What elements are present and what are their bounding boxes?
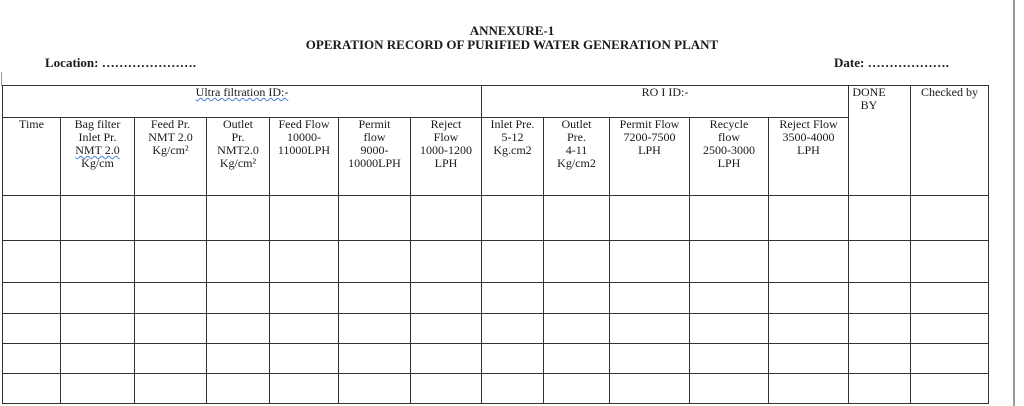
table-cell[interactable] bbox=[610, 314, 690, 344]
table-cell[interactable] bbox=[135, 314, 207, 344]
document-title: OPERATION RECORD OF PURIFIED WATER GENERATION PLANT bbox=[305, 37, 719, 52]
table-cell[interactable] bbox=[61, 283, 135, 314]
table-cell[interactable] bbox=[411, 374, 482, 404]
col-header-time bbox=[3, 118, 61, 196]
header-line: LPH bbox=[797, 143, 820, 157]
header-line: 4-11 bbox=[565, 143, 588, 157]
table-cell[interactable] bbox=[482, 314, 544, 344]
table-cell[interactable] bbox=[690, 283, 769, 314]
header-line: 11000LPH bbox=[277, 143, 331, 157]
table-cell[interactable] bbox=[690, 196, 769, 241]
table-cell[interactable] bbox=[849, 374, 911, 404]
page-edge bbox=[1013, 0, 1015, 406]
header-line: NMT2.0 bbox=[217, 143, 259, 157]
header-line: 2500-3000 bbox=[703, 143, 755, 157]
table-row bbox=[3, 344, 989, 374]
table-cell[interactable] bbox=[270, 241, 339, 283]
table-cell[interactable] bbox=[610, 241, 690, 283]
page-margin-marker bbox=[1, 72, 2, 86]
table-cell[interactable] bbox=[339, 241, 411, 283]
header-line: 9000- bbox=[360, 143, 389, 157]
table-cell[interactable] bbox=[207, 283, 270, 314]
table-cell[interactable] bbox=[207, 196, 270, 241]
table-row bbox=[3, 283, 989, 314]
table-cell[interactable] bbox=[544, 374, 610, 404]
table-cell[interactable] bbox=[3, 196, 61, 241]
col-header-outlet-pre bbox=[544, 118, 610, 196]
table-cell[interactable] bbox=[482, 374, 544, 404]
table-cell[interactable] bbox=[3, 374, 61, 404]
table-cell[interactable] bbox=[61, 374, 135, 404]
table-row bbox=[3, 374, 989, 404]
table-cell[interactable] bbox=[411, 283, 482, 314]
table-cell[interactable] bbox=[849, 241, 911, 283]
table-cell[interactable] bbox=[207, 344, 270, 374]
location-field[interactable]: Location: …………………. bbox=[45, 55, 196, 70]
col-header-feed-pr bbox=[135, 118, 207, 196]
header-line: Outlet bbox=[223, 117, 253, 131]
ro-id-label: RO I ID:- bbox=[641, 85, 689, 99]
header-line: Flow bbox=[433, 130, 459, 144]
table-cell[interactable] bbox=[3, 283, 61, 314]
header-line: Permit Flow bbox=[619, 117, 680, 131]
table-cell[interactable] bbox=[911, 374, 989, 404]
header-line: 1000-1200 bbox=[420, 143, 472, 157]
operation-record-table bbox=[2, 85, 989, 404]
table-cell[interactable] bbox=[690, 344, 769, 374]
header-line: Permit bbox=[358, 117, 391, 131]
table-cell[interactable] bbox=[769, 241, 849, 283]
done-by-label: DONE BY bbox=[852, 85, 886, 112]
checked-by-label: Checked by bbox=[921, 85, 978, 99]
table-cell[interactable] bbox=[3, 344, 61, 374]
header-line: Feed Flow bbox=[278, 117, 330, 131]
col-header-recycle-flow bbox=[690, 118, 769, 196]
table-cell[interactable] bbox=[482, 196, 544, 241]
table-cell[interactable] bbox=[135, 374, 207, 404]
col-header-bag-filter-inlet-pr bbox=[61, 118, 135, 196]
table-cell[interactable] bbox=[135, 344, 207, 374]
table-cell[interactable] bbox=[207, 314, 270, 344]
header-line: Pre. bbox=[567, 130, 586, 144]
header-line: Reject Flow bbox=[779, 117, 838, 131]
date-field[interactable]: Date: ………………. bbox=[834, 55, 949, 70]
header-line: flow bbox=[363, 130, 386, 144]
header-line: 7200-7500 bbox=[623, 130, 676, 144]
table-cell[interactable] bbox=[207, 374, 270, 404]
table-cell[interactable] bbox=[339, 314, 411, 344]
table-cell[interactable] bbox=[135, 241, 207, 283]
header-line: LPH bbox=[717, 156, 741, 170]
table-cell[interactable] bbox=[769, 283, 849, 314]
table-row bbox=[3, 196, 989, 241]
annexure-heading: ANNEXURE-1 bbox=[469, 23, 555, 38]
header-line: Kg/cm2 bbox=[557, 156, 596, 170]
table-cell[interactable] bbox=[339, 283, 411, 314]
table-cell[interactable] bbox=[911, 344, 989, 374]
col-header-permit-flow-uf bbox=[339, 118, 411, 196]
header-line: Kg.cm2 bbox=[493, 143, 532, 157]
table-cell[interactable] bbox=[610, 344, 690, 374]
header-line: Reject bbox=[430, 117, 462, 131]
table-cell[interactable] bbox=[911, 241, 989, 283]
table-cell[interactable] bbox=[849, 283, 911, 314]
ro-id-cell[interactable] bbox=[482, 86, 849, 118]
table-cell[interactable] bbox=[339, 374, 411, 404]
table-cell[interactable] bbox=[135, 196, 207, 241]
table-cell[interactable] bbox=[769, 314, 849, 344]
table-cell[interactable] bbox=[61, 241, 135, 283]
header-line: Time bbox=[19, 117, 44, 131]
table-cell[interactable] bbox=[61, 344, 135, 374]
table-cell[interactable] bbox=[270, 314, 339, 344]
table-cell[interactable] bbox=[544, 344, 610, 374]
table-cell[interactable] bbox=[911, 196, 989, 241]
header-line: Kg/cm² bbox=[219, 156, 257, 170]
table-cell[interactable] bbox=[482, 241, 544, 283]
table-cell[interactable] bbox=[411, 196, 482, 241]
header-line: 10000- bbox=[287, 130, 321, 144]
table-cell[interactable] bbox=[270, 196, 339, 241]
header-line: Inlet Pre. bbox=[490, 117, 535, 131]
table-cell[interactable] bbox=[544, 196, 610, 241]
col-header-reject-flow-uf bbox=[411, 118, 482, 196]
header-line: Outlet bbox=[561, 117, 592, 131]
table-cell[interactable] bbox=[482, 344, 544, 374]
table-cell[interactable] bbox=[3, 241, 61, 283]
uf-id-label: Ultra filtration ID:- bbox=[195, 85, 289, 99]
header-line: Kg/cm bbox=[81, 156, 114, 170]
header-line: 10000LPH bbox=[348, 156, 401, 170]
table-cell[interactable] bbox=[849, 314, 911, 344]
table-cell[interactable] bbox=[482, 283, 544, 314]
done-by-header bbox=[849, 86, 911, 196]
table-cell[interactable] bbox=[769, 344, 849, 374]
col-header-feed-flow bbox=[270, 118, 339, 196]
header-line: 3500-4000 bbox=[782, 130, 835, 144]
header-line: flow bbox=[718, 130, 740, 144]
header-line: Pr. bbox=[231, 130, 245, 144]
table-cell[interactable] bbox=[849, 344, 911, 374]
table-cell[interactable] bbox=[61, 196, 135, 241]
table-cell[interactable] bbox=[207, 241, 270, 283]
table-cell[interactable] bbox=[411, 241, 482, 283]
table-cell[interactable] bbox=[911, 314, 989, 344]
header-line: Inlet Pr. bbox=[78, 130, 117, 144]
col-header-inlet-pre bbox=[482, 118, 544, 196]
table-cell[interactable] bbox=[690, 374, 769, 404]
table-cell[interactable] bbox=[544, 283, 610, 314]
table-cell[interactable] bbox=[610, 196, 690, 241]
col-header-outlet-pr bbox=[207, 118, 270, 196]
header-line: NMT 2.0 bbox=[75, 143, 120, 157]
table-cell[interactable] bbox=[411, 344, 482, 374]
checked-by-header bbox=[911, 86, 989, 196]
uf-id-cell[interactable] bbox=[3, 86, 482, 118]
header-line: NMT 2.0 bbox=[148, 130, 193, 144]
table-cell[interactable] bbox=[911, 283, 989, 314]
table-cell[interactable] bbox=[135, 283, 207, 314]
table-row bbox=[3, 241, 989, 283]
col-header-permit-flow-ro bbox=[610, 118, 690, 196]
header-line: Bag filter bbox=[74, 117, 121, 131]
header-line: LPH bbox=[434, 156, 458, 170]
table-cell[interactable] bbox=[270, 344, 339, 374]
table-cell[interactable] bbox=[769, 374, 849, 404]
table-cell[interactable] bbox=[690, 314, 769, 344]
table-cell[interactable] bbox=[339, 344, 411, 374]
table-cell[interactable] bbox=[690, 241, 769, 283]
table-row bbox=[3, 314, 989, 344]
table-cell[interactable] bbox=[270, 374, 339, 404]
table-cell[interactable] bbox=[769, 196, 849, 241]
header-line: LPH bbox=[638, 143, 661, 157]
table-cell[interactable] bbox=[610, 374, 690, 404]
header-line: Recycle bbox=[709, 117, 749, 131]
table-cell[interactable] bbox=[849, 196, 911, 241]
table-cell[interactable] bbox=[411, 314, 482, 344]
table-cell[interactable] bbox=[544, 314, 610, 344]
table-cell[interactable] bbox=[61, 314, 135, 344]
header-line: 5-12 bbox=[501, 130, 524, 144]
header-line: Kg/cm² bbox=[152, 143, 189, 157]
table-cell[interactable] bbox=[270, 283, 339, 314]
table-cell[interactable] bbox=[3, 314, 61, 344]
table-cell[interactable] bbox=[544, 241, 610, 283]
table-cell[interactable] bbox=[610, 283, 690, 314]
col-header-reject-flow-ro bbox=[769, 118, 849, 196]
header-line: Feed Pr. bbox=[150, 117, 191, 131]
table-cell[interactable] bbox=[339, 196, 411, 241]
